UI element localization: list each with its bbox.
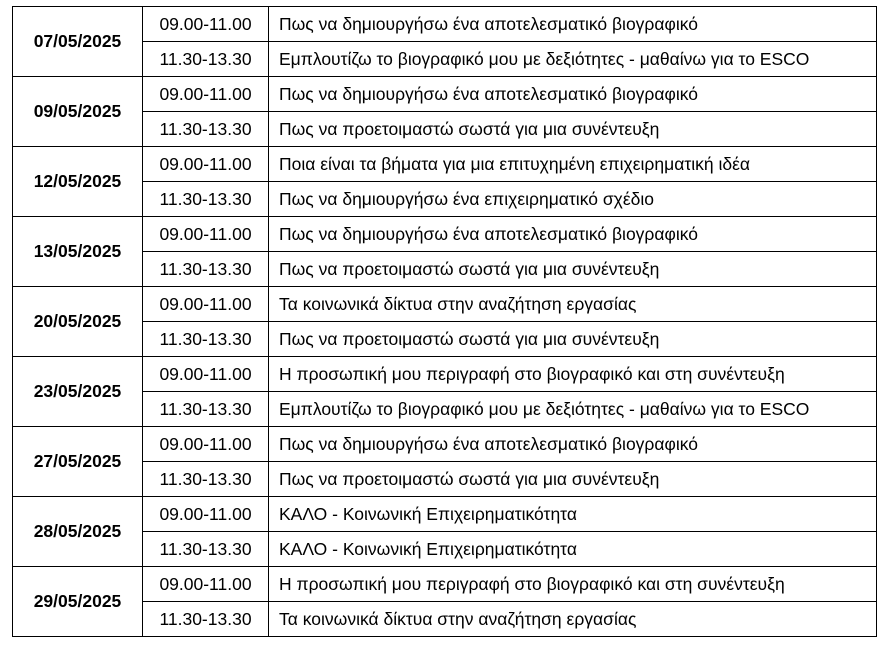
topic-cell: ΚΑΛΟ - Κοινωνική Επιχειρηματικότητα (269, 532, 877, 567)
table-row (13, 77, 877, 112)
topic-cell: Η προσωπική μου περιγραφή στο βιογραφικό και στη συνέντευξη (269, 567, 877, 602)
topic-cell: Πως να δημιουργήσω ένα αποτελεσματικό βιογραφικό (269, 7, 877, 42)
table-row (13, 497, 877, 532)
table-row (13, 42, 877, 77)
topic-cell: Πως να δημιουργήσω ένα αποτελεσματικό βιογραφικό (269, 427, 877, 462)
topic-cell: Πως να προετοιμαστώ σωστά για μια συνέντευξη (269, 322, 877, 357)
time-cell: 11.30-13.30 (143, 602, 269, 637)
date-cell: 13/05/2025 (13, 217, 143, 287)
time-cell: 11.30-13.30 (143, 322, 269, 357)
table-row (13, 392, 877, 427)
time-cell: 11.30-13.30 (143, 252, 269, 287)
table-row (13, 112, 877, 147)
table-row (13, 182, 877, 217)
table-row (13, 217, 877, 252)
topic-cell: ΚΑΛΟ - Κοινωνική Επιχειρηματικότητα (269, 497, 877, 532)
time-cell: 11.30-13.30 (143, 112, 269, 147)
time-cell: 11.30-13.30 (143, 532, 269, 567)
schedule-body (13, 7, 877, 637)
time-cell: 11.30-13.30 (143, 462, 269, 497)
topic-cell: Εμπλουτίζω το βιογραφικό μου με δεξιότητες - μαθαίνω για το ESCO (269, 42, 877, 77)
time-cell: 09.00-11.00 (143, 287, 269, 322)
time-cell: 09.00-11.00 (143, 357, 269, 392)
date-cell: 12/05/2025 (13, 147, 143, 217)
topic-cell: Πως να προετοιμαστώ σωστά για μια συνέντευξη (269, 252, 877, 287)
date-cell: 28/05/2025 (13, 497, 143, 567)
time-cell: 09.00-11.00 (143, 497, 269, 532)
date-cell: 29/05/2025 (13, 567, 143, 637)
time-cell: 11.30-13.30 (143, 42, 269, 77)
table-row (13, 357, 877, 392)
time-cell: 09.00-11.00 (143, 147, 269, 182)
table-row (13, 427, 877, 462)
date-cell: 23/05/2025 (13, 357, 143, 427)
date-cell: 07/05/2025 (13, 7, 143, 77)
topic-cell: Πως να δημιουργήσω ένα επιχειρηματικό σχέδιο (269, 182, 877, 217)
date-cell: 09/05/2025 (13, 77, 143, 147)
time-cell: 09.00-11.00 (143, 77, 269, 112)
time-cell: 11.30-13.30 (143, 392, 269, 427)
topic-cell: Πως να προετοιμαστώ σωστά για μια συνέντευξη (269, 112, 877, 147)
time-cell: 09.00-11.00 (143, 567, 269, 602)
table-row (13, 7, 877, 42)
time-cell: 09.00-11.00 (143, 217, 269, 252)
table-row (13, 322, 877, 357)
topic-cell: Πως να δημιουργήσω ένα αποτελεσματικό βιογραφικό (269, 77, 877, 112)
table-row (13, 532, 877, 567)
table-row (13, 462, 877, 497)
schedule-table (12, 6, 877, 637)
table-row (13, 252, 877, 287)
topic-cell: Ποια είναι τα βήματα για μια επιτυχημένη επιχειρηματική ιδέα (269, 147, 877, 182)
topic-cell: Πως να προετοιμαστώ σωστά για μια συνέντευξη (269, 462, 877, 497)
topic-cell: Τα κοινωνικά δίκτυα στην αναζήτηση εργασίας (269, 602, 877, 637)
time-cell: 09.00-11.00 (143, 427, 269, 462)
topic-cell: Τα κοινωνικά δίκτυα στην αναζήτηση εργασίας (269, 287, 877, 322)
table-row (13, 147, 877, 182)
date-cell: 27/05/2025 (13, 427, 143, 497)
topic-cell: Εμπλουτίζω το βιογραφικό μου με δεξιότητες - μαθαίνω για το ESCO (269, 392, 877, 427)
topic-cell: Πως να δημιουργήσω ένα αποτελεσματικό βιογραφικό (269, 217, 877, 252)
time-cell: 09.00-11.00 (143, 7, 269, 42)
date-cell: 20/05/2025 (13, 287, 143, 357)
time-cell: 11.30-13.30 (143, 182, 269, 217)
table-row (13, 602, 877, 637)
table-row (13, 287, 877, 322)
topic-cell: Η προσωπική μου περιγραφή στο βιογραφικό και στη συνέντευξη (269, 357, 877, 392)
table-row (13, 567, 877, 602)
